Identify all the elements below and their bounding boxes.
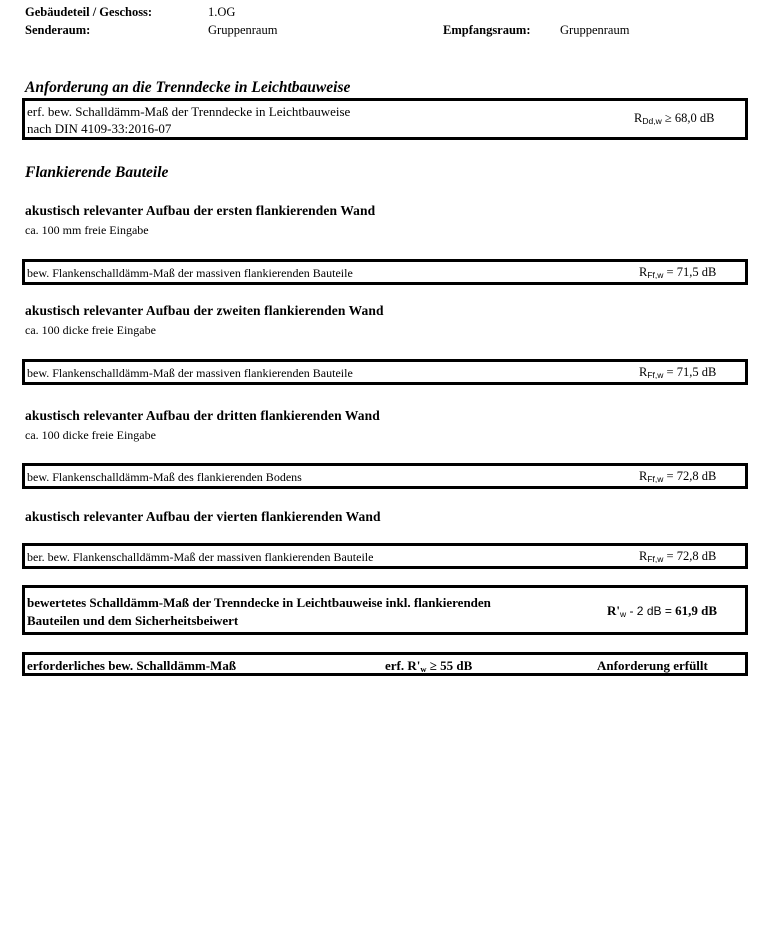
wall4-box <box>22 543 748 569</box>
sender-label: Senderaum: <box>25 23 91 37</box>
total-box <box>22 585 748 635</box>
total-line2: Bauteilen und dem Sicherheitsbeiwert <box>27 613 239 628</box>
wall2-box-label: bew. Flankenschalldämm-Maß der massiven flankierenden Bauteile <box>27 366 353 380</box>
requirement-box <box>22 98 748 140</box>
result-box <box>22 652 748 676</box>
result-status: Anforderung erfüllt <box>597 658 708 673</box>
wall3-box <box>22 463 748 489</box>
flanking-title: Flankierende Bauteile <box>25 164 169 181</box>
sender-value: Gruppenraum <box>208 23 278 37</box>
wall2-note: ca. 100 dicke freie Eingabe <box>25 323 156 337</box>
requirement-line1: erf. bew. Schalldämm-Maß der Trenndecke in Leichtbauweise <box>27 104 351 119</box>
wall1-box <box>22 259 748 285</box>
wall4-box-label: ber. bew. Flankenschalldämm-Maß der massiven flankierenden Bauteile <box>27 550 374 564</box>
receiver-label: Empfangsraum: <box>443 23 531 37</box>
result-label: erforderliches bew. Schalldämm-Maß <box>27 658 237 673</box>
wall3-note: ca. 100 dicke freie Eingabe <box>25 428 156 442</box>
wall1-value: $R_{Ff,w} = 71,5$ dB <box>639 265 717 280</box>
wall1-box-label: bew. Flankenschalldämm-Maß der massiven flankierenden Bauteile <box>27 266 353 280</box>
requirement-value: $R_{Dd,w} \ge 68,0$ dB <box>634 111 715 126</box>
wall3-value: $R_{Ff,w} = 72,8$ dB <box>639 469 717 484</box>
wall1-title: akustisch relevanter Aufbau der ersten flankierenden Wand <box>25 203 376 218</box>
total-line1: bewertetes Schalldämm-Maß der Trenndecke in Leichtbauweise inkl. flankierenden <box>27 595 491 610</box>
wall2-box <box>22 359 748 385</box>
requirement-title: Anforderung an die Trenndecke in Leichtbauweise <box>25 79 351 96</box>
requirement-line2: nach DIN 4109-33:2016-07 <box>27 121 172 136</box>
result-requirement: erf. $R'_w \ge 55$ dB <box>385 658 473 674</box>
wall3-box-label: bew. Flankenschalldämm-Maß des flankierenden Bodens <box>27 470 302 484</box>
receiver-value: Gruppenraum <box>560 23 630 37</box>
building-label: Gebäudeteil / Geschoss: <box>25 5 153 19</box>
total-value: $R'_w - 2$ dB = 61,9 dB <box>607 603 718 619</box>
wall4-value: $R_{Ff,w} = 72,8$ dB <box>639 549 717 564</box>
building-value: 1.OG <box>208 5 236 19</box>
wall2-value: $R_{Ff,w} = 71,5$ dB <box>639 365 717 380</box>
wall1-note: ca. 100 mm freie Eingabe <box>25 223 149 237</box>
wall3-title: akustisch relevanter Aufbau der dritten flankierenden Wand <box>25 408 380 423</box>
wall4-title: akustisch relevanter Aufbau der vierten flankierenden Wand <box>25 509 381 524</box>
wall2-title: akustisch relevanter Aufbau der zweiten flankierenden Wand <box>25 303 384 318</box>
